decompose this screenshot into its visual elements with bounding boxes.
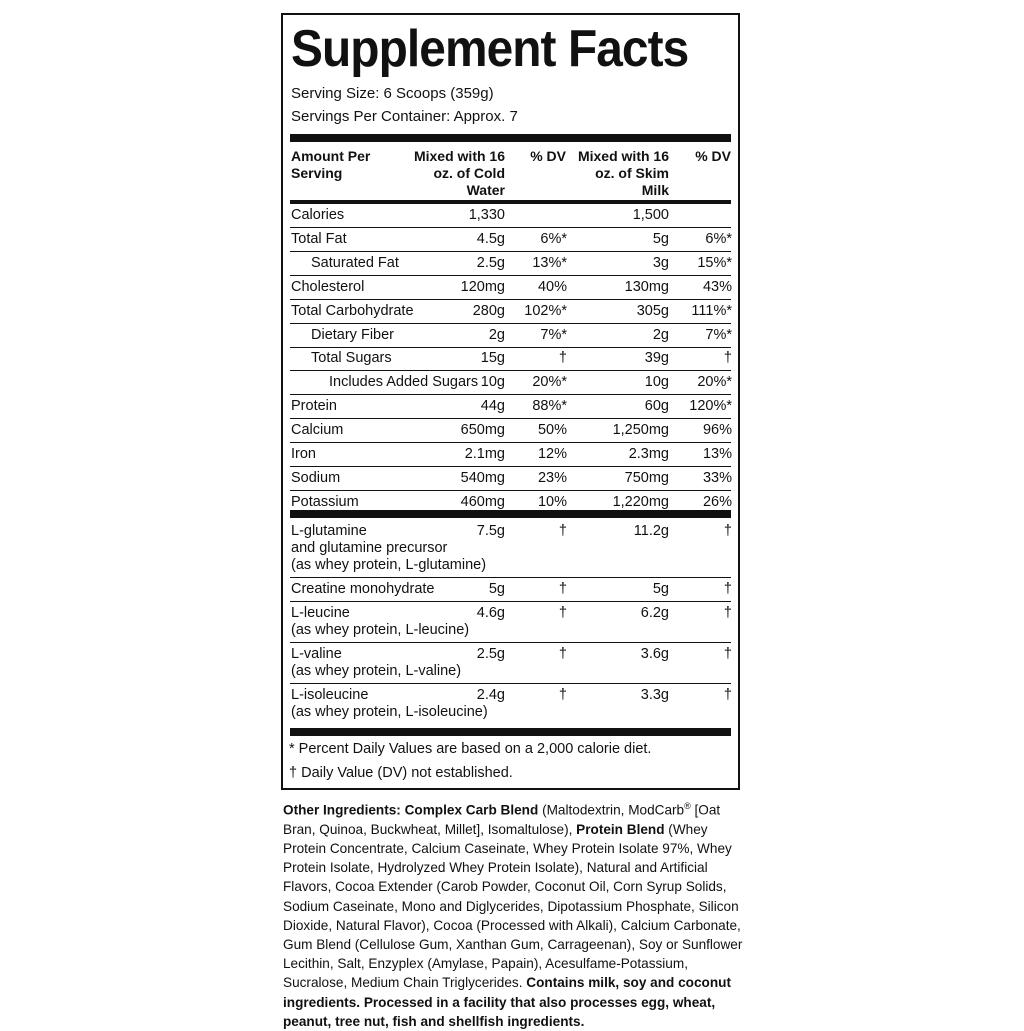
ingredients-bold-text: Other Ingredients: Complex Carb Blend bbox=[283, 802, 539, 818]
nutrient-water-value: 4.5g bbox=[476, 230, 505, 247]
row-divider bbox=[290, 347, 731, 348]
nutrient-name: Cholesterol bbox=[291, 278, 365, 295]
nutrient-dv2-value: 6%* bbox=[705, 230, 732, 247]
header-water: Mixed with 16 oz. of Cold Water bbox=[413, 148, 505, 198]
nutrient-water-value: 2.1mg bbox=[464, 446, 505, 462]
nutrient-milk-value: 750mg bbox=[624, 469, 669, 486]
other-dv1-value: † bbox=[558, 581, 567, 597]
nutrient-dv1-value: 12% bbox=[537, 446, 567, 462]
row-divider bbox=[290, 418, 731, 419]
thick-divider bbox=[290, 134, 731, 142]
nutrient-dv1-value: 7%* bbox=[540, 326, 567, 343]
nutrient-dv1-value: 10% bbox=[537, 493, 567, 510]
header-dv-water: % DV bbox=[530, 148, 566, 164]
other-name-line: (as whey protein, L-isoleucine) bbox=[291, 704, 488, 720]
other-dv1-value: † bbox=[558, 605, 567, 621]
nutrient-dv2-value: 26% bbox=[702, 493, 732, 510]
nutrient-water-value: 44g bbox=[480, 398, 505, 415]
other-water-value: 2.5g bbox=[476, 646, 505, 662]
other-name-line: (as whey protein, L-glutamine) bbox=[291, 557, 487, 573]
row-divider bbox=[290, 442, 731, 443]
nutrient-milk-value: 2.3mg bbox=[628, 446, 669, 462]
nutrient-milk-value: 1,500 bbox=[632, 207, 669, 223]
other-milk-value: 3.6g bbox=[640, 646, 669, 662]
nutrient-dv2-value: 7%* bbox=[705, 326, 732, 343]
nutrient-dv2-value: 43% bbox=[702, 278, 732, 295]
other-milk-value: 6.2g bbox=[640, 605, 669, 621]
other-water-value: 4.6g bbox=[476, 605, 505, 621]
other-ingredients-text bbox=[283, 797, 753, 1031]
nutrient-water-value: 10g bbox=[480, 374, 505, 391]
nutrient-name: Saturated Fat bbox=[311, 254, 399, 271]
nutrient-milk-value: 130mg bbox=[624, 278, 669, 295]
nutrient-name: Total Carbohydrate bbox=[291, 302, 414, 319]
nutrient-name: Calcium bbox=[291, 422, 344, 439]
nutrient-dv2-value: 33% bbox=[702, 469, 732, 486]
nutrient-water-value: 1,330 bbox=[468, 207, 505, 223]
row-divider bbox=[290, 275, 731, 276]
nutrient-water-value: 460mg bbox=[460, 493, 505, 510]
nutrient-water-value: 120mg bbox=[460, 278, 505, 295]
other-dv2-value: † bbox=[723, 523, 732, 539]
header-amount: Amount Per Serving bbox=[291, 148, 371, 181]
nutrient-dv1-value: 88%* bbox=[532, 398, 567, 415]
other-dv2-value: † bbox=[723, 687, 732, 703]
other-milk-value: 11.2g bbox=[633, 523, 669, 539]
nutrient-milk-value: 60g bbox=[644, 398, 669, 415]
row-divider bbox=[290, 227, 731, 228]
nutrient-dv2-value: 13% bbox=[702, 446, 732, 462]
row-divider bbox=[290, 577, 731, 578]
nutrient-water-value: 2.5g bbox=[476, 254, 505, 271]
other-name-line: L-glutamine bbox=[291, 523, 367, 539]
nutrient-dv1-value: 23% bbox=[537, 469, 567, 486]
nutrient-dv2-value: 15%* bbox=[697, 254, 732, 271]
nutrient-water-value: 650mg bbox=[460, 422, 505, 439]
nutrient-name: Sodium bbox=[291, 469, 341, 486]
servings-per-container: Servings Per Container: Approx. 7 bbox=[291, 108, 518, 125]
nutrient-name: Includes Added Sugars bbox=[329, 374, 479, 391]
ingredients-text: ® bbox=[684, 801, 691, 811]
header-divider bbox=[290, 200, 731, 204]
other-dv1-value: † bbox=[558, 687, 567, 703]
nutrient-name: Protein bbox=[291, 398, 337, 415]
nutrient-dv2-value: 96% bbox=[702, 422, 732, 439]
nutrient-milk-value: 10g bbox=[644, 374, 669, 391]
thick-divider-3 bbox=[290, 728, 731, 736]
row-divider bbox=[290, 642, 731, 643]
other-dv1-value: † bbox=[558, 523, 567, 539]
row-divider bbox=[290, 323, 731, 324]
other-milk-value: 5g bbox=[652, 581, 669, 597]
row-divider bbox=[290, 466, 731, 467]
other-name-line: (as whey protein, L-leucine) bbox=[291, 622, 470, 638]
ingredients-text: [Oat Bran, Quinoa, Buckwheat, Millet], Isomaltulose), bbox=[283, 802, 721, 837]
ingredients-bold-text: Protein Blend bbox=[576, 821, 665, 837]
nutrient-dv1-value: 40% bbox=[537, 278, 567, 295]
nutrient-dv2-value: 111%* bbox=[691, 302, 732, 319]
header-milk: Mixed with 16 oz. of Skim Milk bbox=[577, 148, 669, 198]
other-name-line: (as whey protein, L-valine) bbox=[291, 663, 462, 679]
other-name-line: Creatine monohydrate bbox=[291, 581, 435, 597]
other-name-line: L-isoleucine bbox=[291, 687, 369, 703]
other-water-value: 2.4g bbox=[476, 687, 505, 703]
nutrient-name: Total Fat bbox=[291, 230, 347, 247]
nutrient-name: Total Sugars bbox=[311, 350, 392, 367]
nutrient-water-value: 2g bbox=[488, 326, 505, 343]
nutrient-water-value: 540mg bbox=[460, 469, 505, 486]
nutrient-milk-value: 305g bbox=[636, 302, 669, 319]
nutrient-milk-value: 1,220mg bbox=[612, 493, 669, 510]
other-water-value: 5g bbox=[488, 581, 505, 597]
nutrient-name: Iron bbox=[291, 446, 316, 462]
ingredients-bold-text: Contains milk, soy and coconut ingredients. Processed in a facility that also processes egg, wheat, peanut, tree nut, fish and shellfish ingredients. bbox=[283, 975, 731, 1029]
row-divider bbox=[290, 370, 731, 371]
nutrient-dv2-value: † bbox=[723, 350, 732, 367]
other-name-line: L-valine bbox=[291, 646, 342, 662]
other-dv2-value: † bbox=[723, 646, 732, 662]
row-divider bbox=[290, 394, 731, 395]
footnote-dv: * Percent Daily Values are based on a 2,000 calorie diet. bbox=[289, 741, 652, 757]
nutrient-dv2-value: 120%* bbox=[689, 398, 732, 415]
footnote-dagger: † Daily Value (DV) not established. bbox=[289, 765, 513, 781]
other-name-line: and glutamine precursor bbox=[291, 540, 448, 556]
nutrient-dv1-value: 50% bbox=[537, 422, 567, 439]
row-divider bbox=[290, 601, 731, 602]
nutrient-dv1-value: 102%* bbox=[524, 302, 567, 319]
other-water-value: 7.5g bbox=[476, 523, 505, 539]
panel-title: Supplement Facts bbox=[291, 20, 689, 78]
header-dv-milk: % DV bbox=[695, 148, 731, 164]
row-divider bbox=[290, 490, 731, 491]
other-dv2-value: † bbox=[723, 605, 732, 621]
row-divider bbox=[290, 299, 731, 300]
row-divider bbox=[290, 251, 731, 252]
row-divider bbox=[290, 683, 731, 684]
other-milk-value: 3.3g bbox=[640, 687, 669, 703]
thick-divider-2 bbox=[290, 510, 731, 518]
nutrient-dv2-value: 20%* bbox=[697, 374, 732, 391]
nutrient-dv1-value: † bbox=[558, 350, 567, 367]
other-name-line: L-leucine bbox=[291, 605, 350, 621]
nutrient-milk-value: 2g bbox=[652, 326, 669, 343]
nutrient-water-value: 280g bbox=[472, 302, 505, 319]
nutrient-name: Dietary Fiber bbox=[311, 326, 394, 343]
nutrient-milk-value: 3g bbox=[652, 254, 669, 271]
nutrient-name: Potassium bbox=[291, 493, 359, 510]
other-dv1-value: † bbox=[558, 646, 567, 662]
supplement-facts-panel bbox=[281, 13, 740, 790]
other-dv2-value: † bbox=[723, 581, 732, 597]
ingredients-text: (Maltodextrin, ModCarb bbox=[538, 802, 685, 818]
nutrient-name: Calories bbox=[291, 207, 345, 223]
nutrient-milk-value: 1,250mg bbox=[612, 422, 669, 439]
nutrient-water-value: 15g bbox=[480, 350, 505, 367]
nutrient-milk-value: 39g bbox=[644, 350, 669, 367]
nutrient-milk-value: 5g bbox=[652, 230, 669, 247]
serving-size: Serving Size: 6 Scoops (359g) bbox=[291, 85, 494, 102]
nutrient-dv1-value: 20%* bbox=[532, 374, 567, 391]
nutrient-dv1-value: 13%* bbox=[532, 254, 567, 271]
nutrient-dv1-value: 6%* bbox=[540, 230, 567, 247]
ingredients-text: (Whey Protein Concentrate, Calcium Caseinate, Whey Protein Isolate 97%, Whey Protein Isolate, Hydrolyzed Whey Protein Isolate), Natural and Artificial Flavors, Cocoa Extender (Carob Powder, Coconut Oil, Corn Syrup Solids, Sodium Caseinate, Mono and Diglycerides, Dipotassium Phosphate, Silicon Dioxide, Natural Flavor), Cocoa (Processed with Alkali), Calcium Carbonate, Gum Blend (Cellulose Gum, Xanthan Gum, Carrageenan), Soy or Sunflower Lecithin, Salt, Enzyplex (Amylase, Papain), Acesulfame-Potassium, Sucralose, Medium Chain Triglycerides. bbox=[283, 821, 743, 991]
